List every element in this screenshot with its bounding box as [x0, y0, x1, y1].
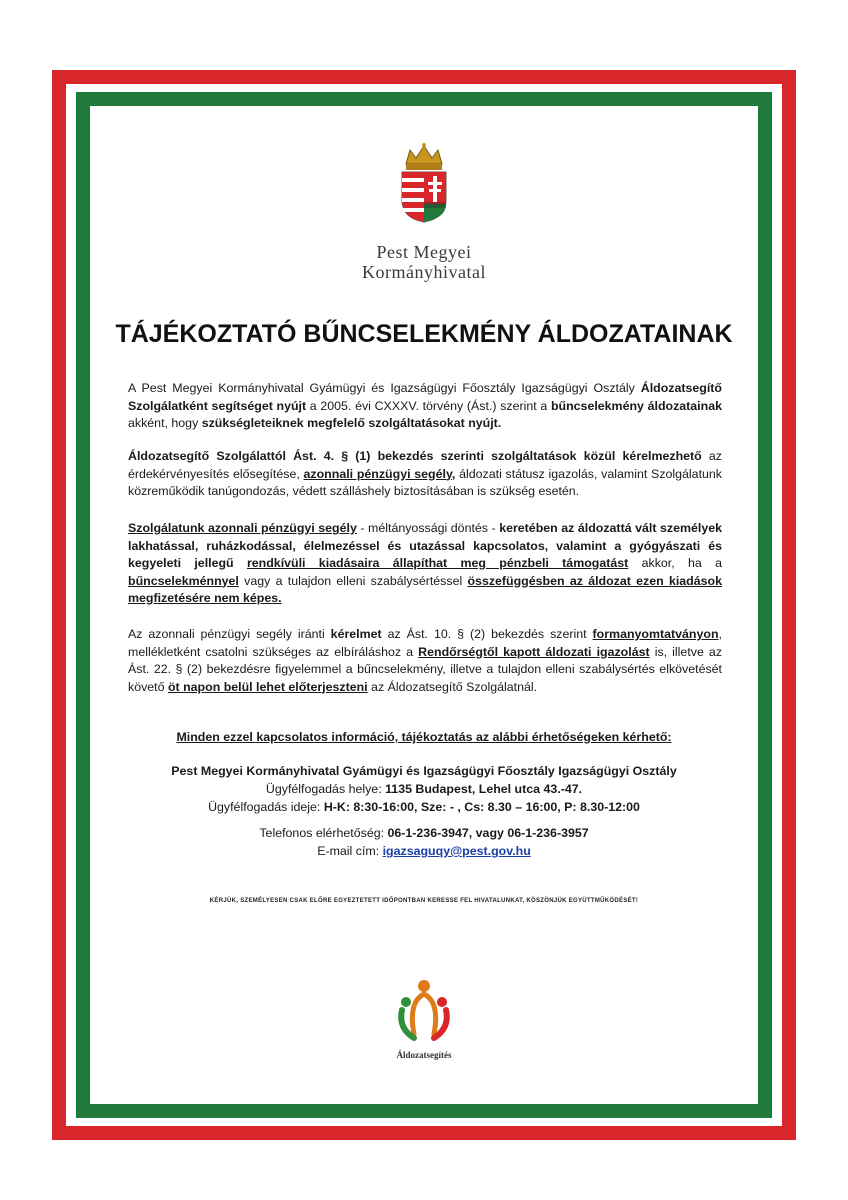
underlined-text: Rendőrségtől kapott áldozati igazolást — [418, 644, 650, 659]
underlined-text: azonnali pénzügyi segély, — [303, 466, 456, 481]
contact-office: Pest Megyei Kormányhivatal Gyámügyi és Igazságügyi Főosztály Igazságügyi Osztály — [171, 764, 677, 778]
email-link[interactable]: igazsaguqy@pest.gov.hu — [382, 844, 531, 858]
paragraph-financial-aid — [128, 520, 722, 608]
underlined-text: összefüggésben az áldozat ezen kiadások megfizetésére nem képes. — [128, 573, 722, 605]
text: áldozati státusz igazolás, valamint Szolgálatunk közreműködik tanúgondozás, védett szálláshely biztosításában is szükség esetén. — [128, 466, 722, 498]
hungarian-coat-of-arms-icon — [396, 142, 452, 224]
paragraph-application — [128, 626, 722, 696]
document-page — [90, 106, 758, 1104]
contact-heading: Minden ezzel kapcsolatos információ, tájékoztatás az alábbi érhetőségeken kérhető: — [176, 730, 672, 744]
underlined-text: bűncselekménnyel — [128, 573, 239, 588]
contact-hours — [90, 798, 758, 816]
email-label: E-mail cím: — [317, 844, 383, 858]
bottom-logo-label: Áldozatsegítés — [396, 1050, 452, 1060]
text: az Ást. 10. § (2) bekezdés szerint — [381, 627, 593, 641]
bold-text: kérelmet — [330, 627, 382, 641]
phone-value: 06-1-236-3947, vagy 06-1-236-3957 — [387, 826, 589, 840]
text: az Áldozatsegítő Szolgálatnál. — [367, 679, 538, 694]
text: vagy a tulajdon elleni szabálysértéssel — [238, 573, 468, 588]
paragraph-intro — [128, 380, 722, 433]
underlined-text: öt napon belül lehet előterjeszteni — [167, 679, 368, 694]
underlined-text: formanyomtatványon — [592, 627, 719, 641]
contact-email — [90, 842, 758, 860]
bold-text: szükségleteiknek megfelelő szolgáltatásokat nyújt. — [201, 416, 502, 430]
text: - méltányossági döntés - — [356, 521, 500, 535]
contact-place — [90, 780, 758, 798]
hours-label: Ügyfélfogadás ideje: — [208, 800, 324, 814]
bold-text: keretében az áldozattá vált személyek lakhatással, ruházkodással, élelmezéssel és utazással kapcsolatos, valamint a gyógyászati és kegyeleti jellegű — [128, 521, 722, 570]
text: akkor, ha a — [628, 556, 722, 570]
organization-name-line2: Kormányhivatal — [362, 262, 486, 282]
place-label: Ügyfélfogadás helye: — [265, 782, 386, 796]
bold-text: Áldozatsegítő Szolgálatként segítséget nyújt — [128, 381, 722, 413]
underlined-text: Szolgálatunk azonnali pénzügyi segély — [128, 521, 357, 535]
text: az érdekérvényesítés elősegítése, — [128, 449, 722, 481]
aldozatsegites-logo-icon — [384, 972, 464, 1052]
hours-value: H-K: 8:30-16:00, Sze: - , Cs: 8.30 – 16:00, P: 8.30-12:00 — [323, 800, 640, 814]
page-title: TÁJÉKOZTATÓ BŰNCSELEKMÉNY ÁLDOZATAINAK — [115, 320, 733, 348]
underlined-text: rendkívüli kiadásaira állapíthat meg pénzbeli támogatást — [246, 556, 629, 570]
text: , mellékletként csatolni szükséges az elbíráláshoz a — [128, 627, 722, 659]
contact-phone — [90, 824, 758, 842]
place-value: 1135 Budapest, Lehel utca 43.-47. — [385, 782, 583, 796]
organization-name-line1: Pest Megyei — [376, 242, 472, 262]
header-logo — [90, 142, 758, 229]
paragraph-services — [128, 448, 722, 501]
text: a 2005. évi CXXXV. törvény (Ást.) szerint a — [306, 398, 551, 413]
text: is, illetve az Ást. 22. § (2) bekezdésre figyelemmel a bűncselekmény, illetve a tulajdon elleni szabálysértés elkövetését követő — [128, 644, 723, 694]
bold-text: Áldozatsegítő Szolgálattól Ást. 4. § (1) bekezdés szerinti szolgáltatások közül kérelmezhető — [128, 449, 702, 463]
text: akként, hogy — [128, 416, 202, 430]
text: Az azonnali pénzügyi segély iránti — [128, 627, 331, 641]
bold-text: bűncselekmény áldozatainak — [550, 398, 722, 413]
phone-label: Telefonos elérhetőség: — [259, 826, 388, 840]
appointment-notice: KÉRJÜK, SZEMÉLYESEN CSAK ELŐRE EGYEZTETETT IDŐPONTBAN KERESSE FEL HIVATALUNKAT, KÖSZÖNJÜK EGYÜTTMŰKÖDÉSÉT! — [209, 898, 639, 904]
text: A Pest Megyei Kormányhivatal Gyámügyi és Igazságügyi Főosztály Igazságügyi Osztály — [128, 381, 641, 395]
